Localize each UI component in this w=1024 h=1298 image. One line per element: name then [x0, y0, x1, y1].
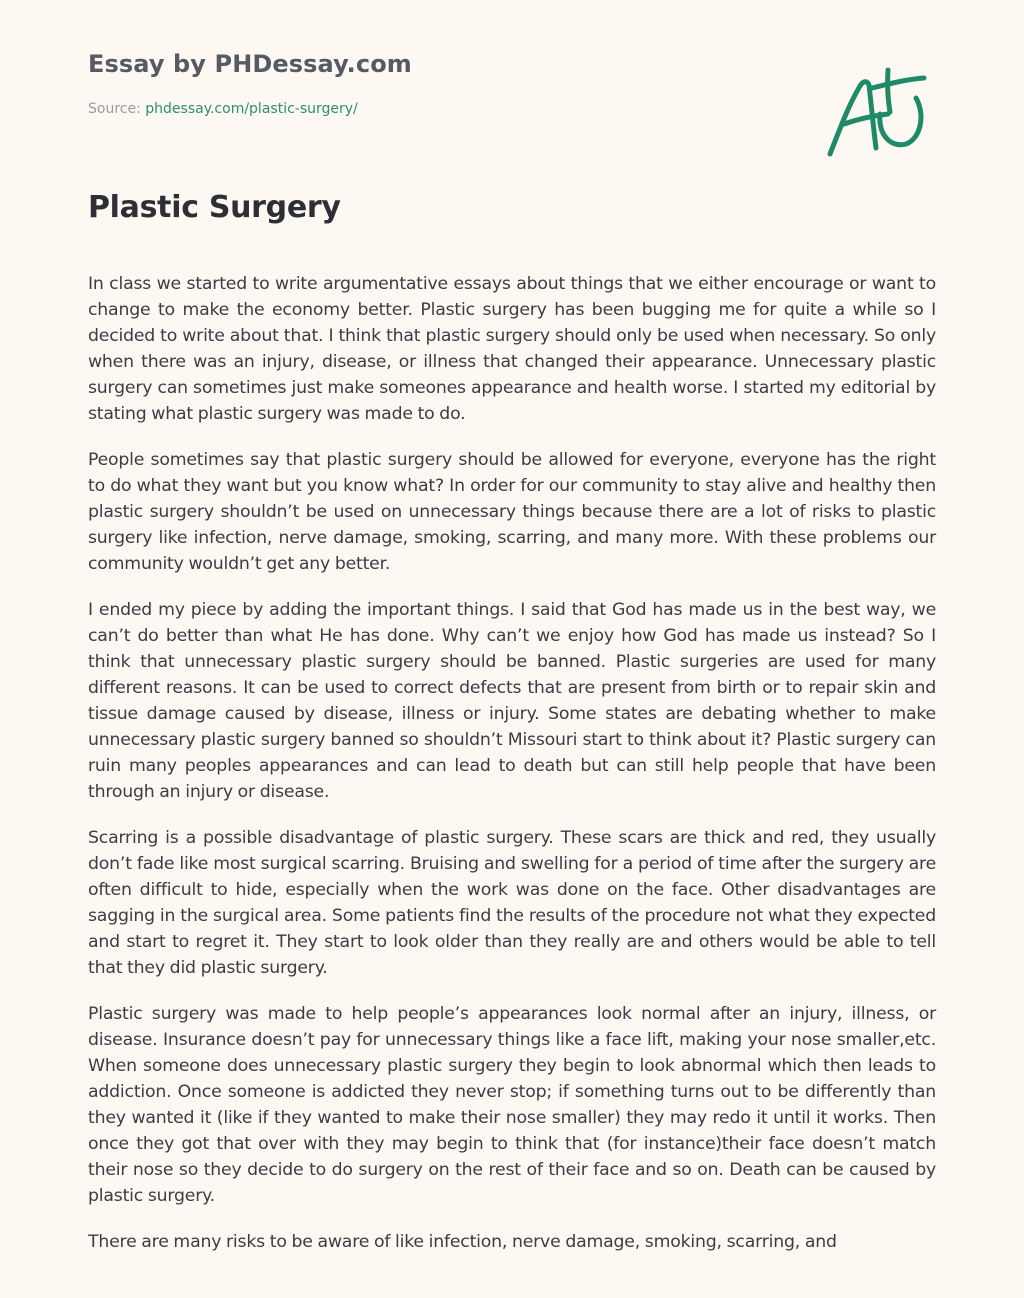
a-plus-grade-icon [822, 64, 932, 162]
essay-body [88, 271, 936, 1275]
check-curve-stroke [880, 98, 921, 145]
source-link[interactable]: phdessay.com/plastic-surgery/ [145, 101, 358, 117]
paragraph-3: I ended my piece by adding the important things. I said that God has made us in the best way, we can’t do better than what He has done. Why can’t we enjoy how God has made us instead? So I think that unnecessary plastic surgery should be banned. Plastic surgeries are used for many different reasons. It can be used to correct defects that are present from birth or to repair skin and tissue damage caused by disease, illness or injury. Some states are debating whether to make unnecessary plastic surgery banned so shouldn’t Missouri start to think about it? Plastic surgery can ruin many peoples appearances and can lead to death but can still help people that have been through an injury or disease. [88, 600, 936, 802]
site-title: Essay by PHDessay.com [88, 50, 412, 78]
paragraph-4: Scarring is a possible disadvantage of plastic surgery. These scars are thick and red, they usually don’t fade like most surgical scarring. Bruising and swelling for a period of time after the surgery are often difficult to hide, especially when the work was done on the face. Other disadvantages are sagging in the surgical area. Some patients find the results of the procedure not what they expected and start to regret it. They start to look older than they really are and others would be able to tell that they did plastic surgery. [88, 828, 936, 978]
paragraph-5: Plastic surgery was made to help people’s appearances look normal after an injury, illness, or disease. Insurance doesn’t pay for unnecessary things like a face lift, making your nose smaller,etc. When someone does unnecessary plastic surgery they begin to look abnormal which then leads to addiction. Once someone is addicted they never stop; if something turns out to be differently than they wanted it (like if they wanted to make their nose smaller) they may redo it until it works. Then once they got that over with they may begin to think that (for instance)their face doesn’t match their nose so they decide to do surgery on the rest of their face and so on. Death can be caused by plastic surgery. [88, 1004, 936, 1206]
paragraph-6: There are many risks to be aware of like infection, nerve damage, smoking, scarring, and [88, 1232, 837, 1252]
source-label: Source: [88, 101, 146, 117]
paragraph-1: In class we started to write argumentative essays about things that we either encourage or want to change to make the economy better. Plastic surgery has been bugging me for quite a while so I decided to write about that. I think that plastic surgery should only be used when necessary. So only when there was an injury, disease, or illness that changed their appearance. Unnecessary plastic surgery can sometimes just make someones appearance and health worse. I started my editorial by stating what plastic surgery was made to do. [88, 274, 936, 424]
plus-horizontal-stroke [872, 78, 924, 88]
source-line [88, 101, 358, 117]
paragraph-2: People sometimes say that plastic surgery should be allowed for everyone, everyone has the right to do what they want but you know what? In order for our community to stay alive and healthy then plastic surgery shouldn’t be used on unnecessary things because there are a lot of risks to plastic surgery like infection, nerve damage, smoking, scarring, and many more. With these problems our community wouldn’t get any better. [88, 450, 936, 574]
plus-vertical-stroke [888, 70, 890, 112]
document-title: Plastic Surgery [88, 190, 341, 225]
